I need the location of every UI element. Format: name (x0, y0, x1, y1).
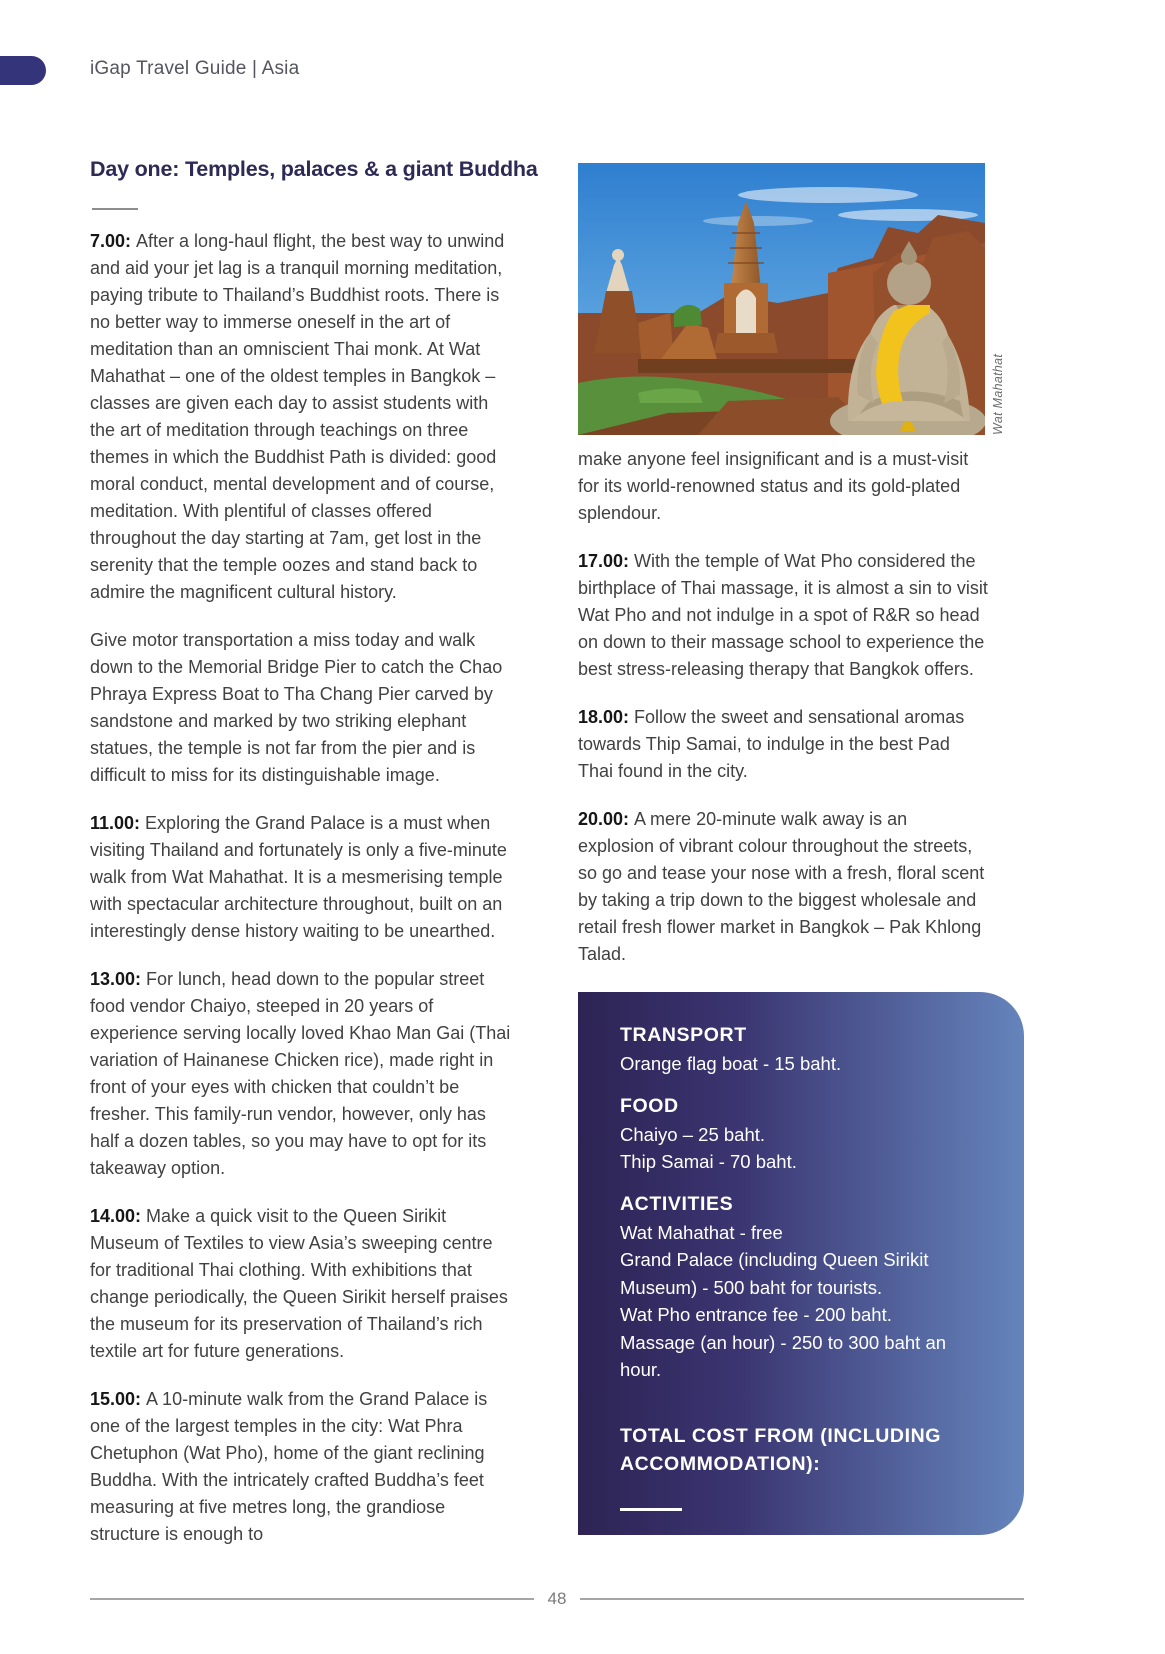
itinerary-paragraph: 18.00: Follow the sweet and sensational aromas towards Thip Samai, to indulge in the best Pad Thai found in the city. (578, 707, 965, 781)
itinerary-paragraph: 11.00: Exploring the Grand Palace is a must when visiting Thailand and fortunately is only a five-minute walk from Wat Mahathat. It is a mesmerising temple with spectacular architecture throughout, built on an interestingly dense history waiting to be unearthed. (90, 813, 507, 941)
page-number: 48 (547, 1589, 567, 1608)
itinerary-paragraph: Give motor transportation a miss today and walk down to the Memorial Bridge Pier to catch the Chao Phraya Express Boat to Tha Chang Pier carved by sandstone and marked by two striking elephant statues, the temple is not far from the pier and is difficult to miss for its distinguishable image. (90, 630, 503, 785)
cost-line: Orange flag boat - 15 baht. (620, 1053, 842, 1074)
itinerary-right-column (578, 446, 988, 989)
heading-rule (92, 208, 138, 210)
itinerary-left-column (90, 228, 514, 1569)
cost-line: Chaiyo – 25 baht. (620, 1123, 766, 1145)
time-label: 15.00: (90, 1389, 147, 1409)
cost-line: Wat Mahathat - free (620, 1221, 783, 1243)
cost-summary-box (578, 992, 1024, 1560)
itinerary-paragraph: 7.00: After a long-haul flight, the best way to unwind and aid your jet lag is a tranquil morning meditation, paying tribute to Thailand’s Buddhist roots. There is no better way to immerse oneself in the art of meditation than an omniscient Thai monk. At Wat Mahathat – one of the oldest temples in Bangkok – classes are given each day to assist students with the art of meditation through teachings on three themes in which the Buddhist Path is divided: good moral conduct, mental development and of course, meditation. With plentiful of classes offered throughout the day starting at 7am, get lost in the serenity that the temple oozes and stand back to admire the magnificent cultural history. (90, 231, 505, 602)
cost-section-heading: ACTIVITIES (620, 1192, 734, 1215)
wat-mahathat-photo (578, 163, 985, 435)
footer-rule-left (90, 1598, 534, 1600)
time-label: 13.00: (90, 969, 147, 989)
cost-section (620, 1024, 984, 1078)
cost-line: Grand Palace (including Queen Sirikit Museum) - 500 baht for tourists. (620, 1249, 929, 1298)
total-cost-rule (620, 1508, 682, 1511)
header-title: iGap Travel Guide | Asia (90, 58, 300, 79)
itinerary-paragraph: 15.00: A 10-minute walk from the Grand Palace is one of the largest temples in the city: Wat Phra Chetuphon (Wat Pho), home of the giant reclining Buddha. With the intricately crafted Buddha’s feet measuring at five metres long, the grandiose structure is enough to (90, 1389, 488, 1544)
time-label: 7.00: (90, 231, 137, 251)
footer-rule-right (580, 1598, 1024, 1600)
time-label: 14.00: (90, 1206, 147, 1226)
cost-sections (620, 1024, 984, 1384)
total-cost-heading: TOTAL COST FROM (INCLUDING ACCOMMODATION): (620, 1424, 942, 1475)
brand-pill-shape (0, 56, 46, 85)
temple-photo-illustration (578, 163, 985, 435)
itinerary-paragraph: make anyone feel insignificant and is a must-visit for its world-renowned status and its gold-plated splendour. (578, 449, 969, 523)
cost-line: Massage (an hour) - 250 to 300 baht an hour. (620, 1331, 947, 1380)
total-cost-value: 1,342 baht (approx. £33). (620, 1537, 861, 1560)
page-title: Day one: Temples, palaces & a giant Buddha (90, 157, 538, 181)
cost-section-heading: FOOD (620, 1094, 679, 1117)
itinerary-paragraph: 17.00: With the temple of Wat Pho considered the birthplace of Thai massage, it is almost a sin to visit Wat Pho and not indulge in a spot of R&R so head on down to their massage school to experience the best stress-releasing therapy that Bangkok offers. (578, 551, 988, 679)
itinerary-paragraph: 13.00: For lunch, head down to the popular street food vendor Chaiyo, steeped in 20 years of experience serving locally loved Khao Man Gai (Thai variation of Hainanese Chicken rice), made right in front of your eyes with chicken that couldn’t be fresher. This family-run vendor, however, only has half a dozen tables, so you may have to opt for its takeaway option. (90, 969, 511, 1178)
page-footer (90, 1589, 1024, 1609)
cost-line: Wat Pho entrance fee - 200 baht. (620, 1304, 892, 1325)
time-label: 20.00: (578, 809, 635, 829)
itinerary-paragraph: 14.00: Make a quick visit to the Queen Sirikit Museum of Textiles to view Asia’s sweeping centre for traditional Thai clothing. With exhibitions that change periodically, the Queen Sirikit herself praises the museum for its preservation of Thailand’s rich textile art for future generations. (90, 1206, 508, 1361)
time-label: 17.00: (578, 551, 635, 571)
itinerary-paragraph: 20.00: A mere 20-minute walk away is an explosion of vibrant colour throughout the streets, so go and tease your nose with a fresh, floral scent by taking a trip down to the biggest wholesale and retail fresh flower market in Bangkok – Pak Khlong Talad. (578, 809, 985, 964)
time-label: 11.00: (90, 813, 146, 833)
cost-section (620, 1095, 984, 1176)
time-label: 18.00: (578, 707, 635, 727)
cost-section-heading: TRANSPORT (620, 1024, 747, 1046)
photo-caption: Wat Mahathat (991, 353, 1005, 435)
cost-line: Thip Samai - 70 baht. (620, 1151, 797, 1172)
cost-section (620, 1193, 984, 1384)
